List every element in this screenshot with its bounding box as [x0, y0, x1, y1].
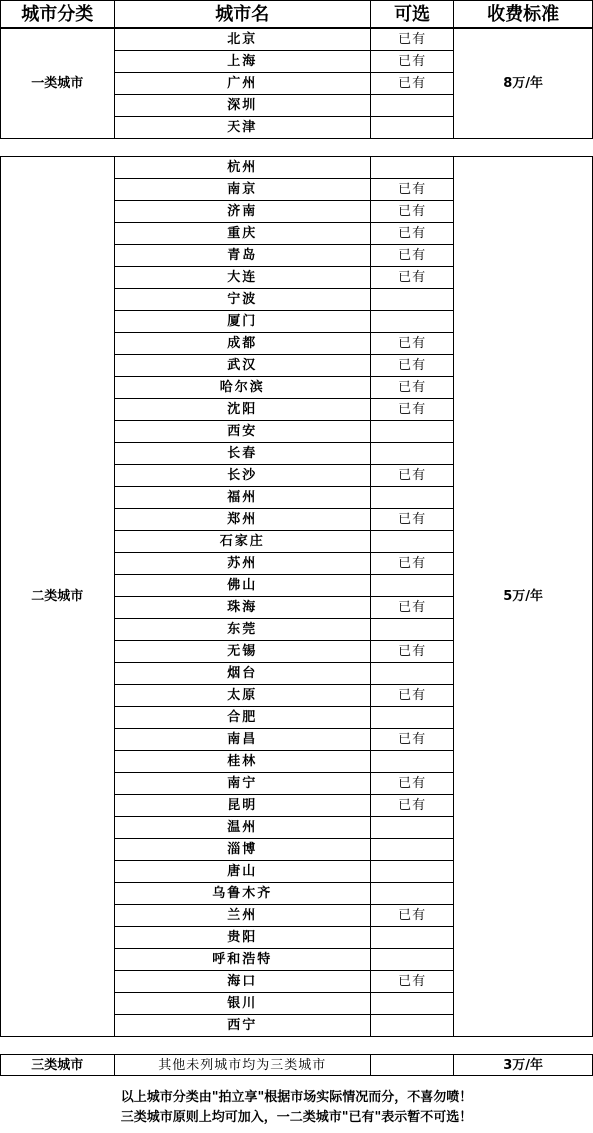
city-name: 石家庄	[114, 531, 370, 553]
city-availability	[370, 883, 453, 905]
city-name: 武汉	[114, 355, 370, 377]
city-availability: 已有	[370, 399, 453, 421]
city-availability: 已有	[370, 223, 453, 245]
city-name: 大连	[114, 267, 370, 289]
city-name: 海口	[114, 971, 370, 993]
city-availability: 已有	[370, 905, 453, 927]
city-name: 温州	[114, 817, 370, 839]
city-availability: 已有	[370, 245, 453, 267]
city-availability	[370, 817, 453, 839]
city-availability	[370, 289, 453, 311]
city-availability: 已有	[370, 971, 453, 993]
city-name: 南昌	[114, 729, 370, 751]
city-name: 成都	[114, 333, 370, 355]
city-availability	[370, 443, 453, 465]
city-name: 郑州	[114, 509, 370, 531]
tier2-category: 二类城市	[1, 157, 115, 1037]
city-availability	[370, 993, 453, 1015]
city-availability: 已有	[370, 179, 453, 201]
city-name: 南宁	[114, 773, 370, 795]
city-availability	[370, 861, 453, 883]
city-name: 乌鲁木齐	[114, 883, 370, 905]
city-availability: 已有	[370, 597, 453, 619]
footnote-1: 以上城市分类由"拍立享"根据市场实际情况而分，不喜勿喷！	[120, 1090, 473, 1105]
city-availability: 已有	[370, 795, 453, 817]
city-availability	[370, 839, 453, 861]
city-availability: 已有	[370, 29, 453, 51]
city-name: 太原	[114, 685, 370, 707]
tier3-table	[0, 1054, 593, 1076]
city-availability: 已有	[370, 355, 453, 377]
city-name: 南京	[114, 179, 370, 201]
city-name: 上海	[114, 51, 370, 73]
city-availability: 已有	[370, 201, 453, 223]
tier1-category: 一类城市	[1, 29, 115, 139]
city-availability	[370, 663, 453, 685]
city-name: 西安	[114, 421, 370, 443]
city-name: 贵阳	[114, 927, 370, 949]
city-availability	[370, 117, 453, 139]
city-availability	[370, 157, 453, 179]
city-availability: 已有	[370, 73, 453, 95]
city-name: 唐山	[114, 861, 370, 883]
city-name: 青岛	[114, 245, 370, 267]
city-name: 苏州	[114, 553, 370, 575]
city-name: 杭州	[114, 157, 370, 179]
city-name: 长沙	[114, 465, 370, 487]
city-name: 呼和浩特	[114, 949, 370, 971]
city-availability: 已有	[370, 509, 453, 531]
city-name: 厦门	[114, 311, 370, 333]
city-name: 深圳	[114, 95, 370, 117]
city-name: 哈尔滨	[114, 377, 370, 399]
tier3-status	[370, 1055, 453, 1076]
header-table	[0, 0, 593, 28]
footnote-2: 三类城市原则上均可加入，一二类城市"已有"表示暂不可选！	[120, 1110, 473, 1125]
city-name: 无锡	[114, 641, 370, 663]
city-row	[1, 29, 593, 51]
city-name: 北京	[114, 29, 370, 51]
city-availability	[370, 421, 453, 443]
city-name: 济南	[114, 201, 370, 223]
city-name: 沈阳	[114, 399, 370, 421]
city-availability	[370, 575, 453, 597]
city-availability	[370, 949, 453, 971]
tier3-category: 三类城市	[1, 1055, 115, 1076]
tier3-description: 其他未列城市均为三类城市	[114, 1055, 370, 1076]
city-availability	[370, 531, 453, 553]
tier3-row	[1, 1055, 593, 1076]
city-name: 昆明	[114, 795, 370, 817]
city-name: 广州	[114, 73, 370, 95]
city-availability: 已有	[370, 333, 453, 355]
header-city-name: 城市名	[114, 1, 370, 28]
city-availability	[370, 311, 453, 333]
city-availability: 已有	[370, 641, 453, 663]
header-row	[1, 1, 593, 28]
city-name: 珠海	[114, 597, 370, 619]
city-availability: 已有	[370, 465, 453, 487]
city-availability: 已有	[370, 267, 453, 289]
tier1-table	[0, 28, 593, 139]
city-availability	[370, 487, 453, 509]
city-name: 合肥	[114, 707, 370, 729]
tier2-table	[0, 156, 593, 1037]
city-name: 东莞	[114, 619, 370, 641]
city-availability: 已有	[370, 773, 453, 795]
city-row	[1, 157, 593, 179]
city-availability	[370, 619, 453, 641]
city-name: 桂林	[114, 751, 370, 773]
city-name: 宁波	[114, 289, 370, 311]
city-name: 西宁	[114, 1015, 370, 1037]
city-name: 福州	[114, 487, 370, 509]
city-availability	[370, 95, 453, 117]
header-fee-standard: 收费标准	[454, 1, 593, 28]
header-selectable: 可选	[370, 1, 453, 28]
city-name: 天津	[114, 117, 370, 139]
city-availability	[370, 707, 453, 729]
city-availability	[370, 927, 453, 949]
city-name: 烟台	[114, 663, 370, 685]
tier2-fee: 5万/年	[454, 157, 593, 1037]
city-name: 兰州	[114, 905, 370, 927]
city-availability: 已有	[370, 729, 453, 751]
city-name: 银川	[114, 993, 370, 1015]
city-availability: 已有	[370, 685, 453, 707]
city-availability	[370, 1015, 453, 1037]
city-name: 佛山	[114, 575, 370, 597]
tier3-fee: 3万/年	[454, 1055, 593, 1076]
city-name: 重庆	[114, 223, 370, 245]
city-name: 淄博	[114, 839, 370, 861]
city-availability: 已有	[370, 377, 453, 399]
city-availability: 已有	[370, 51, 453, 73]
city-name: 长春	[114, 443, 370, 465]
city-availability	[370, 751, 453, 773]
header-category: 城市分类	[1, 1, 115, 28]
city-availability: 已有	[370, 553, 453, 575]
tier1-fee: 8万/年	[454, 29, 593, 139]
